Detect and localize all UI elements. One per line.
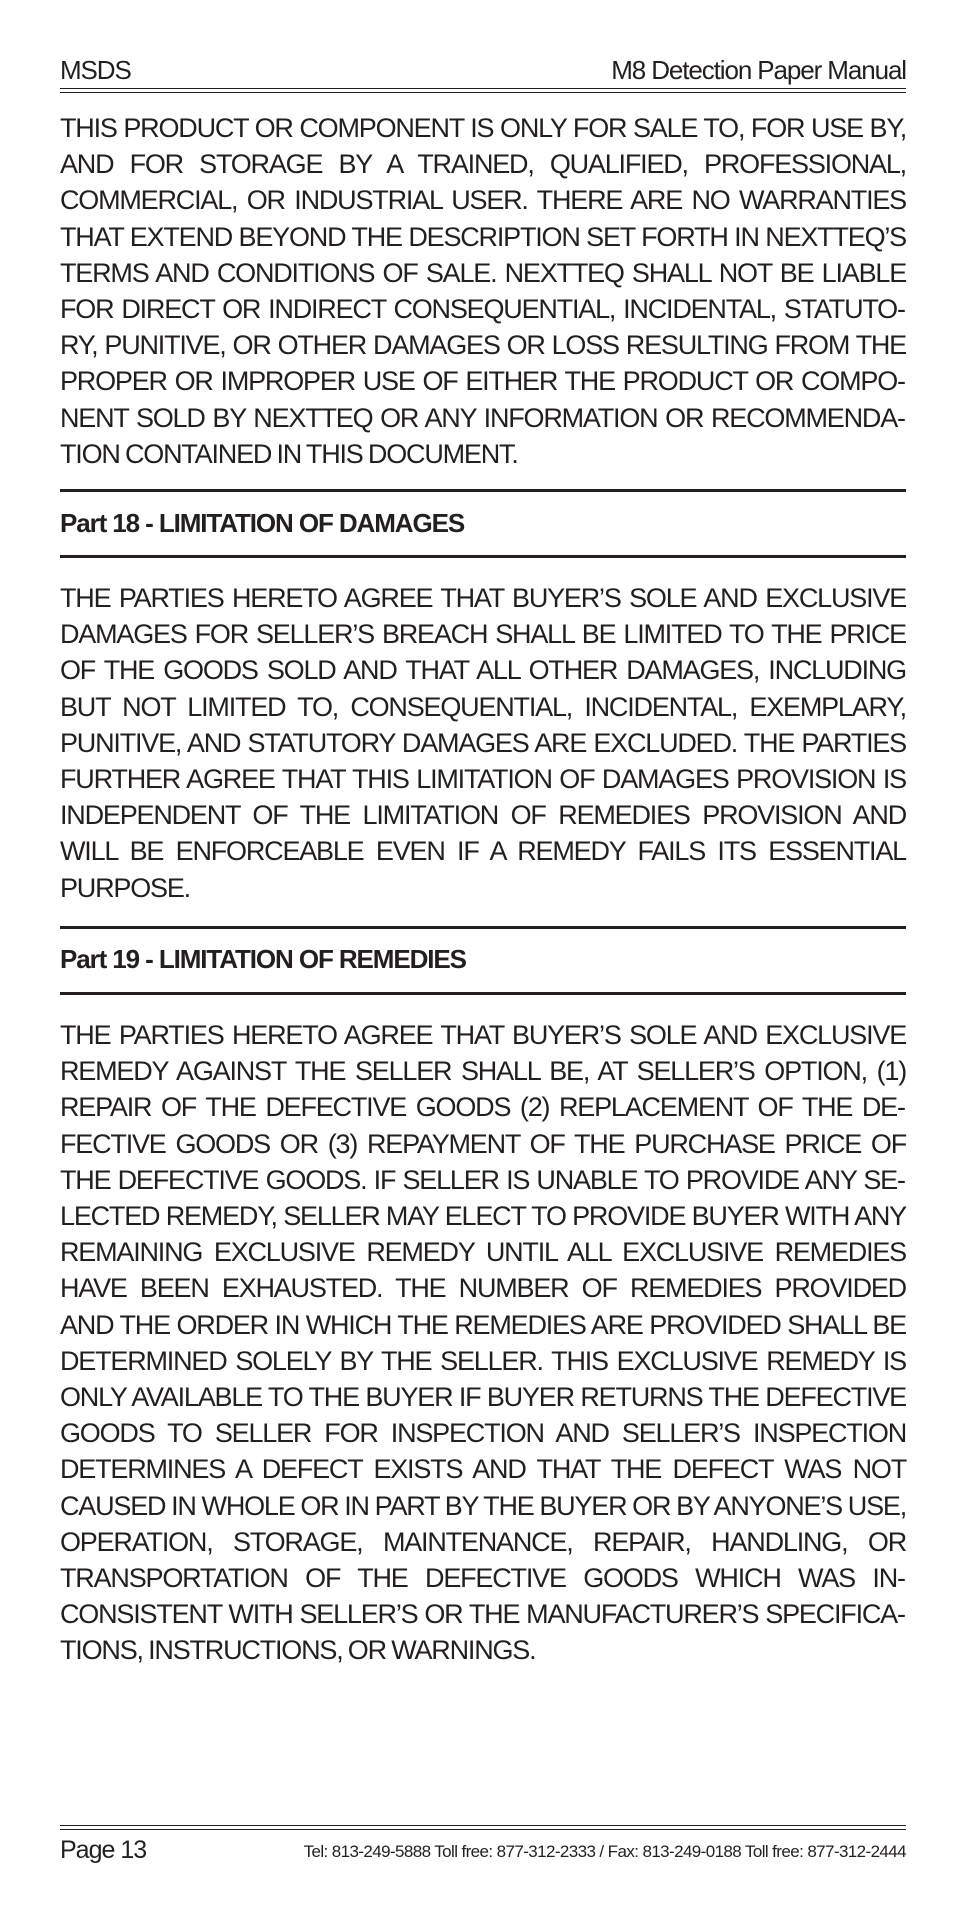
part-19-heading: Part 19 - LIMITATION OF REMEDIES [60, 944, 466, 974]
running-header [60, 52, 906, 86]
disclaimer-paragraph: THIS PRODUCT OR COMPONENT IS ONLY FOR SALE TO, FOR USE BY, AND FOR STORAGE BY A TRAINED, QUALIFIED, PROFESSIONAL, COMMERCIAL, OR INDUSTRIAL USER. THERE ARE NO WARRANTIES THAT EXTEND BEYOND THE DESCRIPTION SET FORTH IN NEXTTEQ’S TERMS AND CONDITIONS OF SALE. NEXTTEQ SHALL NOT BE LIABLE FOR DIRECT OR INDIRECT CONSEQUENTIAL, INCIDENTAL, STATUTORY, PUNITIVE, OR OTHER DAMAGES OR LOSS RESULTING FROM THE PROPER OR IMPROPER USE OF EITHER THE PRODUCT OR COMPONENT SOLD BY NEXTTEQ OR ANY INFORMATION OR RECOMMENDATION CONTAINED IN THIS DOCUMENT. [60, 113, 906, 469]
part-18-heading: Part 18 - LIMITATION OF DAMAGES [60, 508, 465, 538]
footer-double-rule [60, 1825, 906, 1830]
part-18-paragraph: THE PARTIES HERETO AGREE THAT BUYER’S SOLE AND EXCLUSIVE DAMAGES FOR SELLER’S BREACH SHALL BE LIMITED TO THE PRICE OF THE GOODS SOLD AND THAT ALL OTHER DAMAGES, INCLUDING BUT NOT LIMITED TO, CONSEQUENTIAL, INCIDENTAL, EXEMPLARY, PUNITIVE, AND STATUTORY DAMAGES ARE EXCLUDED. THE PARTIES FURTHER AGREE THAT THIS LIMITATION OF DAMAGES PROVISION IS INDEPENDENT OF THE LIMITATION OF REMEDIES PROVISION AND WILL BE ENFORCEABLE EVEN IF A REMEDY FAILS ITS ESSENTIAL PURPOSE. [60, 583, 906, 903]
header-section-label: MSDS [60, 55, 131, 85]
section-rule [60, 992, 906, 995]
contact-line: Tel: 813-249-5888 Toll free: 877-312-2333 / Fax: 813-249-0188 Toll free: 877-312-2444 [303, 1842, 906, 1861]
page-number: Page 13 [60, 1836, 147, 1864]
section-rule [60, 555, 906, 558]
page-footer [60, 1836, 906, 1865]
header-manual-title: M8 Detection Paper Manual [611, 55, 906, 85]
header-double-rule [60, 88, 906, 93]
section-rule [60, 926, 906, 929]
section-rule [60, 489, 906, 492]
part-19-paragraph: THE PARTIES HERETO AGREE THAT BUYER’S SOLE AND EXCLUSIVE REMEDY AGAINST THE SELLER SHALL BE, AT SELLER’S OPTION, (1) REPAIR OF THE DEFECTIVE GOODS (2) REPLACEMENT OF THE DEFECTIVE GOODS OR (3) REPAYMENT OF THE PURCHASE PRICE OF THE DEFECTIVE GOODS. IF SELLER IS UNABLE TO PROVIDE ANY SELECTED REMEDY, SELLER MAY ELECT TO PROVIDE BUYER WITH ANY REMAINING EXCLUSIVE REMEDY UNTIL ALL EXCLUSIVE REMEDIES HAVE BEEN EXHAUSTED. THE NUMBER OF REMEDIES PROVIDED AND THE ORDER IN WHICH THE REMEDIES ARE PROVIDED SHALL BE DETERMINED SOLELY BY THE SELLER. THIS EXCLUSIVE REMEDY IS ONLY AVAILABLE TO THE BUYER IF BUYER RETURNS THE DEFECTIVE GOODS TO SELLER FOR INSPECTION AND SELLER’S INSPECTION DETERMINES A DEFECT EXISTS AND THAT THE DEFECT WAS NOT CAUSED IN WHOLE OR IN PART BY THE BUYER OR BY ANYONE’S USE, OPERATION, STORAGE, MAINTENANCE, REPAIR, HANDLING, OR TRANSPORTATION OF THE DEFECTIVE GOODS WHICH WAS INCONSISTENT WITH SELLER’S OR THE MANUFACTURER’S SPECIFICATIONS, INSTRUCTIONS, OR WARNINGS. [60, 1020, 906, 1666]
document-page [60, 0, 906, 1908]
